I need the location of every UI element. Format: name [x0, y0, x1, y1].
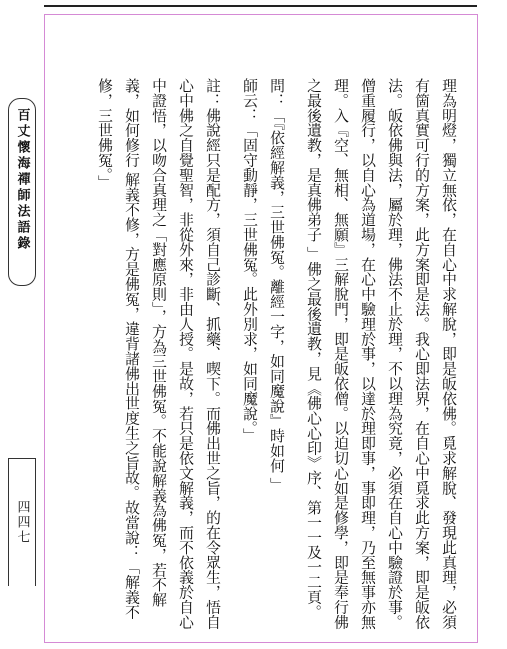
book-title-tab — [8, 98, 36, 286]
paragraph-question: 問：「『依經解義，三世佛冤。離經一字，如同魔說』時如何 」 — [268, 78, 285, 493]
page-number-tab — [8, 458, 36, 586]
text-body — [52, 78, 462, 630]
paragraph-commentary: 理為明燈，獨立無依，在自心中求解脫，即是皈依佛。覓求解脫、發現此真理，必須有箇真實可行的方案，此方案即是法。我心即法界，在自心中覓求此方案，即是皈依法。皈依佛與法，屬於理，佛法不止於理，不以理為究竟，必須在自心中驗證於事。僧重履行，以自心為道場，在心中驗理於事，以達於理即事，事即理，乃至無事亦無理。入『空、無相、無願』三解脫門，即是皈依僧。以迫切心如是修學，即是奉行佛之最後遺教，是真佛弟子 」佛之最後遺教，見《佛心心印》序、第一一及一二頁。 — [305, 78, 457, 630]
paragraph-master-answer: 師云：「固守動靜，三世佛冤。此外別求，如同魔說。」 — [241, 78, 258, 444]
paragraph-note: 註：佛說經只是配方，須自己診斷、抓藥、喫下。而佛出世之旨，的在令眾生，悟自心中佛之自覺聖智，非從外來，非由人授。是故，若只是依文解義，而不依義於自心中證悟，以吻合真理之「對應原則」，方為三世佛冤。不能說解義為佛冤，若不解義，如何修行 解義不修，方是佛冤，違背諸佛出世度生之旨故。故當說：「解義不修，三世佛冤。」 — [96, 78, 221, 630]
page-number: 四四七 — [14, 500, 30, 545]
book-title: 百丈懷海禪師法語錄 — [14, 108, 30, 252]
top-rule — [44, 5, 477, 7]
